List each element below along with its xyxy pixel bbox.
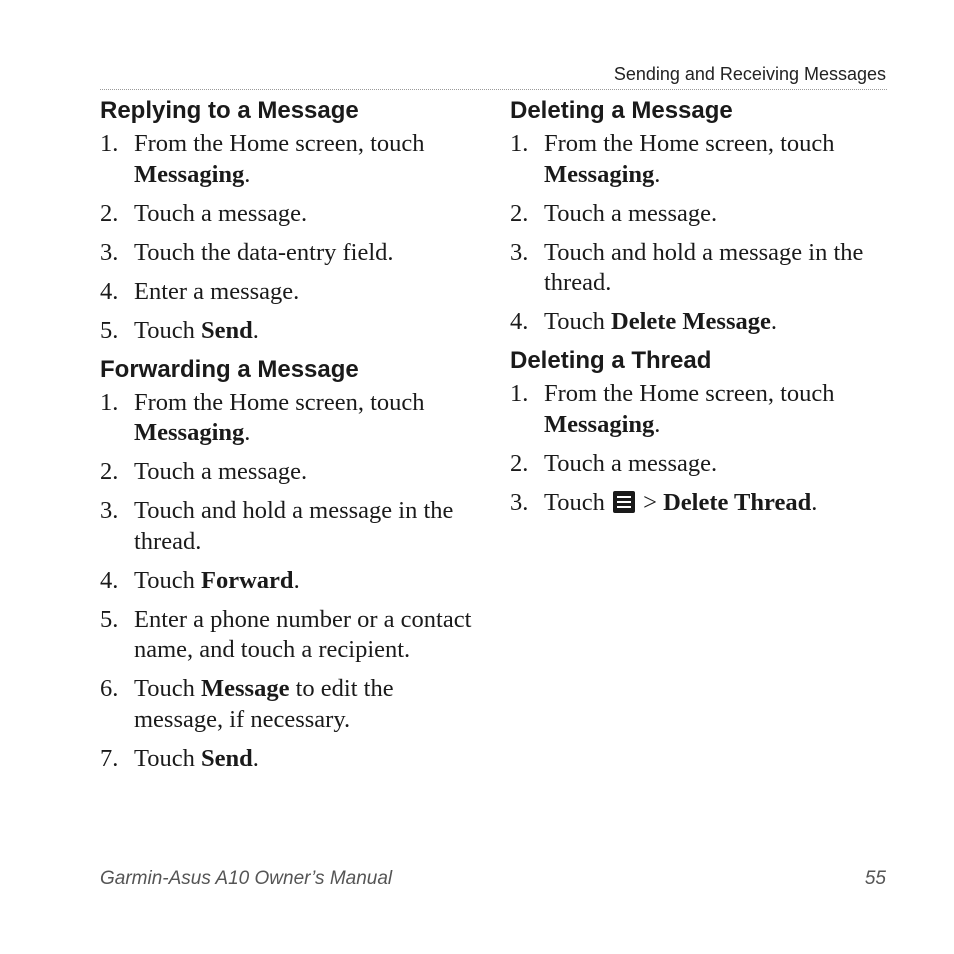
list-item — [510, 449, 895, 480]
step-text-end: . — [252, 316, 259, 344]
section-forwarding — [100, 355, 485, 775]
step-number: 3. — [510, 238, 529, 266]
step-number: 1. — [100, 130, 119, 157]
step-text-part: Touch — [134, 316, 202, 344]
left-column — [100, 96, 485, 783]
step-text — [544, 488, 895, 519]
step-list — [510, 379, 895, 479]
step-list — [100, 388, 485, 775]
step-text-end: . — [654, 410, 661, 438]
step-text-part: Touch — [544, 308, 612, 335]
list-item — [100, 744, 485, 775]
list-item — [510, 307, 895, 338]
step-text-end: to edit the message, if necessary. — [134, 675, 394, 733]
right-column — [510, 96, 895, 527]
step-number: 4. — [100, 566, 119, 594]
step-text-part: Touch a message. — [544, 199, 718, 227]
step-text-part: Touch — [134, 744, 202, 772]
step-text — [134, 316, 485, 347]
list-item — [100, 457, 485, 488]
step-text-part: From the Home screen, touch — [134, 130, 425, 157]
ui-term: Messaging — [544, 160, 655, 188]
step-text — [134, 496, 485, 557]
step-text-part: Enter a message. — [134, 277, 300, 305]
ui-term: Message — [201, 675, 290, 702]
footer-manual-title: Garmin-Asus A10 Owner’s Manual — [100, 868, 393, 889]
step-text — [134, 457, 485, 488]
step-text-end: . — [252, 744, 259, 772]
step-number: 7. — [100, 744, 119, 772]
step-list — [100, 129, 485, 346]
list-item — [100, 316, 485, 347]
list-item — [100, 199, 485, 230]
running-head: Sending and Receiving Messages — [613, 64, 886, 84]
step-text-part: Touch a message. — [134, 199, 308, 227]
ui-term: Messaging — [134, 419, 245, 446]
step-text-end: . — [293, 566, 300, 594]
list-item — [100, 605, 485, 666]
list-item — [100, 566, 485, 597]
ui-term: Forward — [201, 566, 294, 594]
header-rule — [100, 89, 887, 90]
step-text-part: Touch and hold a message in the thread. — [134, 497, 454, 555]
step-text — [134, 277, 485, 308]
ui-term: Messaging — [544, 410, 655, 438]
step-text — [544, 379, 895, 440]
step-number: 2. — [510, 199, 529, 227]
step-text-end: . — [654, 160, 661, 188]
list-item — [510, 238, 895, 299]
step-text-part: Touch the data-entry field. — [134, 238, 394, 266]
step-text — [134, 129, 485, 190]
step-text — [134, 674, 485, 735]
list-item — [510, 379, 895, 440]
list-item — [510, 199, 895, 230]
step-text — [544, 129, 895, 190]
step-number: 4. — [100, 277, 119, 305]
step-number: 1. — [100, 388, 119, 416]
list-item — [100, 238, 485, 269]
step-number: 2. — [100, 458, 119, 485]
step-text-end: . — [244, 419, 251, 446]
step-list — [510, 129, 895, 338]
list-item — [100, 496, 485, 557]
step-text — [134, 566, 485, 597]
list-item — [100, 388, 485, 449]
step-number: 2. — [510, 449, 529, 477]
step-text — [544, 199, 895, 230]
step-text — [134, 238, 485, 269]
step-text-part: Touch and hold a message in the thread. — [544, 238, 864, 296]
step-text — [134, 605, 485, 666]
step-text-part: Touch a message. — [544, 449, 718, 477]
step-text — [134, 388, 485, 449]
step-number: 5. — [100, 605, 119, 633]
step-text-part: Touch a message. — [134, 458, 308, 485]
step-number: 1. — [510, 380, 529, 407]
menu-icon — [613, 491, 635, 513]
section-deleting-thread — [510, 346, 895, 518]
section-replying — [100, 96, 485, 346]
step-number: 2. — [100, 199, 119, 227]
step-number: 3. — [100, 497, 119, 524]
section-title: Forwarding a Message — [100, 355, 359, 383]
step-number: 1. — [510, 130, 529, 157]
step-text-part: Touch — [544, 488, 612, 516]
step-list-extra — [510, 488, 895, 519]
list-item — [510, 129, 895, 190]
list-item — [100, 129, 485, 190]
section-title: Deleting a Thread — [510, 347, 712, 374]
step-number: 3. — [510, 488, 529, 516]
list-item — [510, 488, 895, 519]
list-item — [100, 674, 485, 735]
step-text-part: From the Home screen, touch — [544, 380, 835, 407]
step-text-part: Enter a phone number or a contact name, and touch a recipient. — [134, 605, 472, 663]
step-text — [134, 744, 485, 775]
step-number: 6. — [100, 675, 119, 702]
step-text — [544, 307, 895, 338]
step-text-part: From the Home screen, touch — [544, 130, 835, 157]
page-number: 55 — [864, 868, 886, 889]
ui-term: Messaging — [134, 160, 245, 188]
step-number: 3. — [100, 238, 119, 266]
step-text — [544, 238, 895, 299]
step-text-part: From the Home screen, touch — [134, 388, 425, 416]
ui-term: Delete Thread — [663, 488, 812, 516]
step-text-end: . — [811, 488, 818, 516]
step-text — [544, 449, 895, 480]
ui-term: Send — [201, 316, 253, 344]
section-title: Replying to a Message — [100, 97, 359, 124]
section-title: Deleting a Message — [510, 97, 733, 124]
ui-term: Send — [201, 744, 253, 772]
step-text — [134, 199, 485, 230]
step-number: 4. — [510, 308, 529, 335]
step-separator: > — [637, 488, 664, 516]
ui-term: Delete Message — [611, 308, 771, 335]
step-text-part: Touch — [134, 675, 202, 702]
step-text-end: . — [770, 308, 777, 335]
section-deleting-message — [510, 96, 895, 338]
step-text-end: . — [244, 160, 251, 188]
list-item — [100, 277, 485, 308]
step-number: 5. — [100, 316, 119, 344]
step-text-part: Touch — [134, 566, 202, 594]
